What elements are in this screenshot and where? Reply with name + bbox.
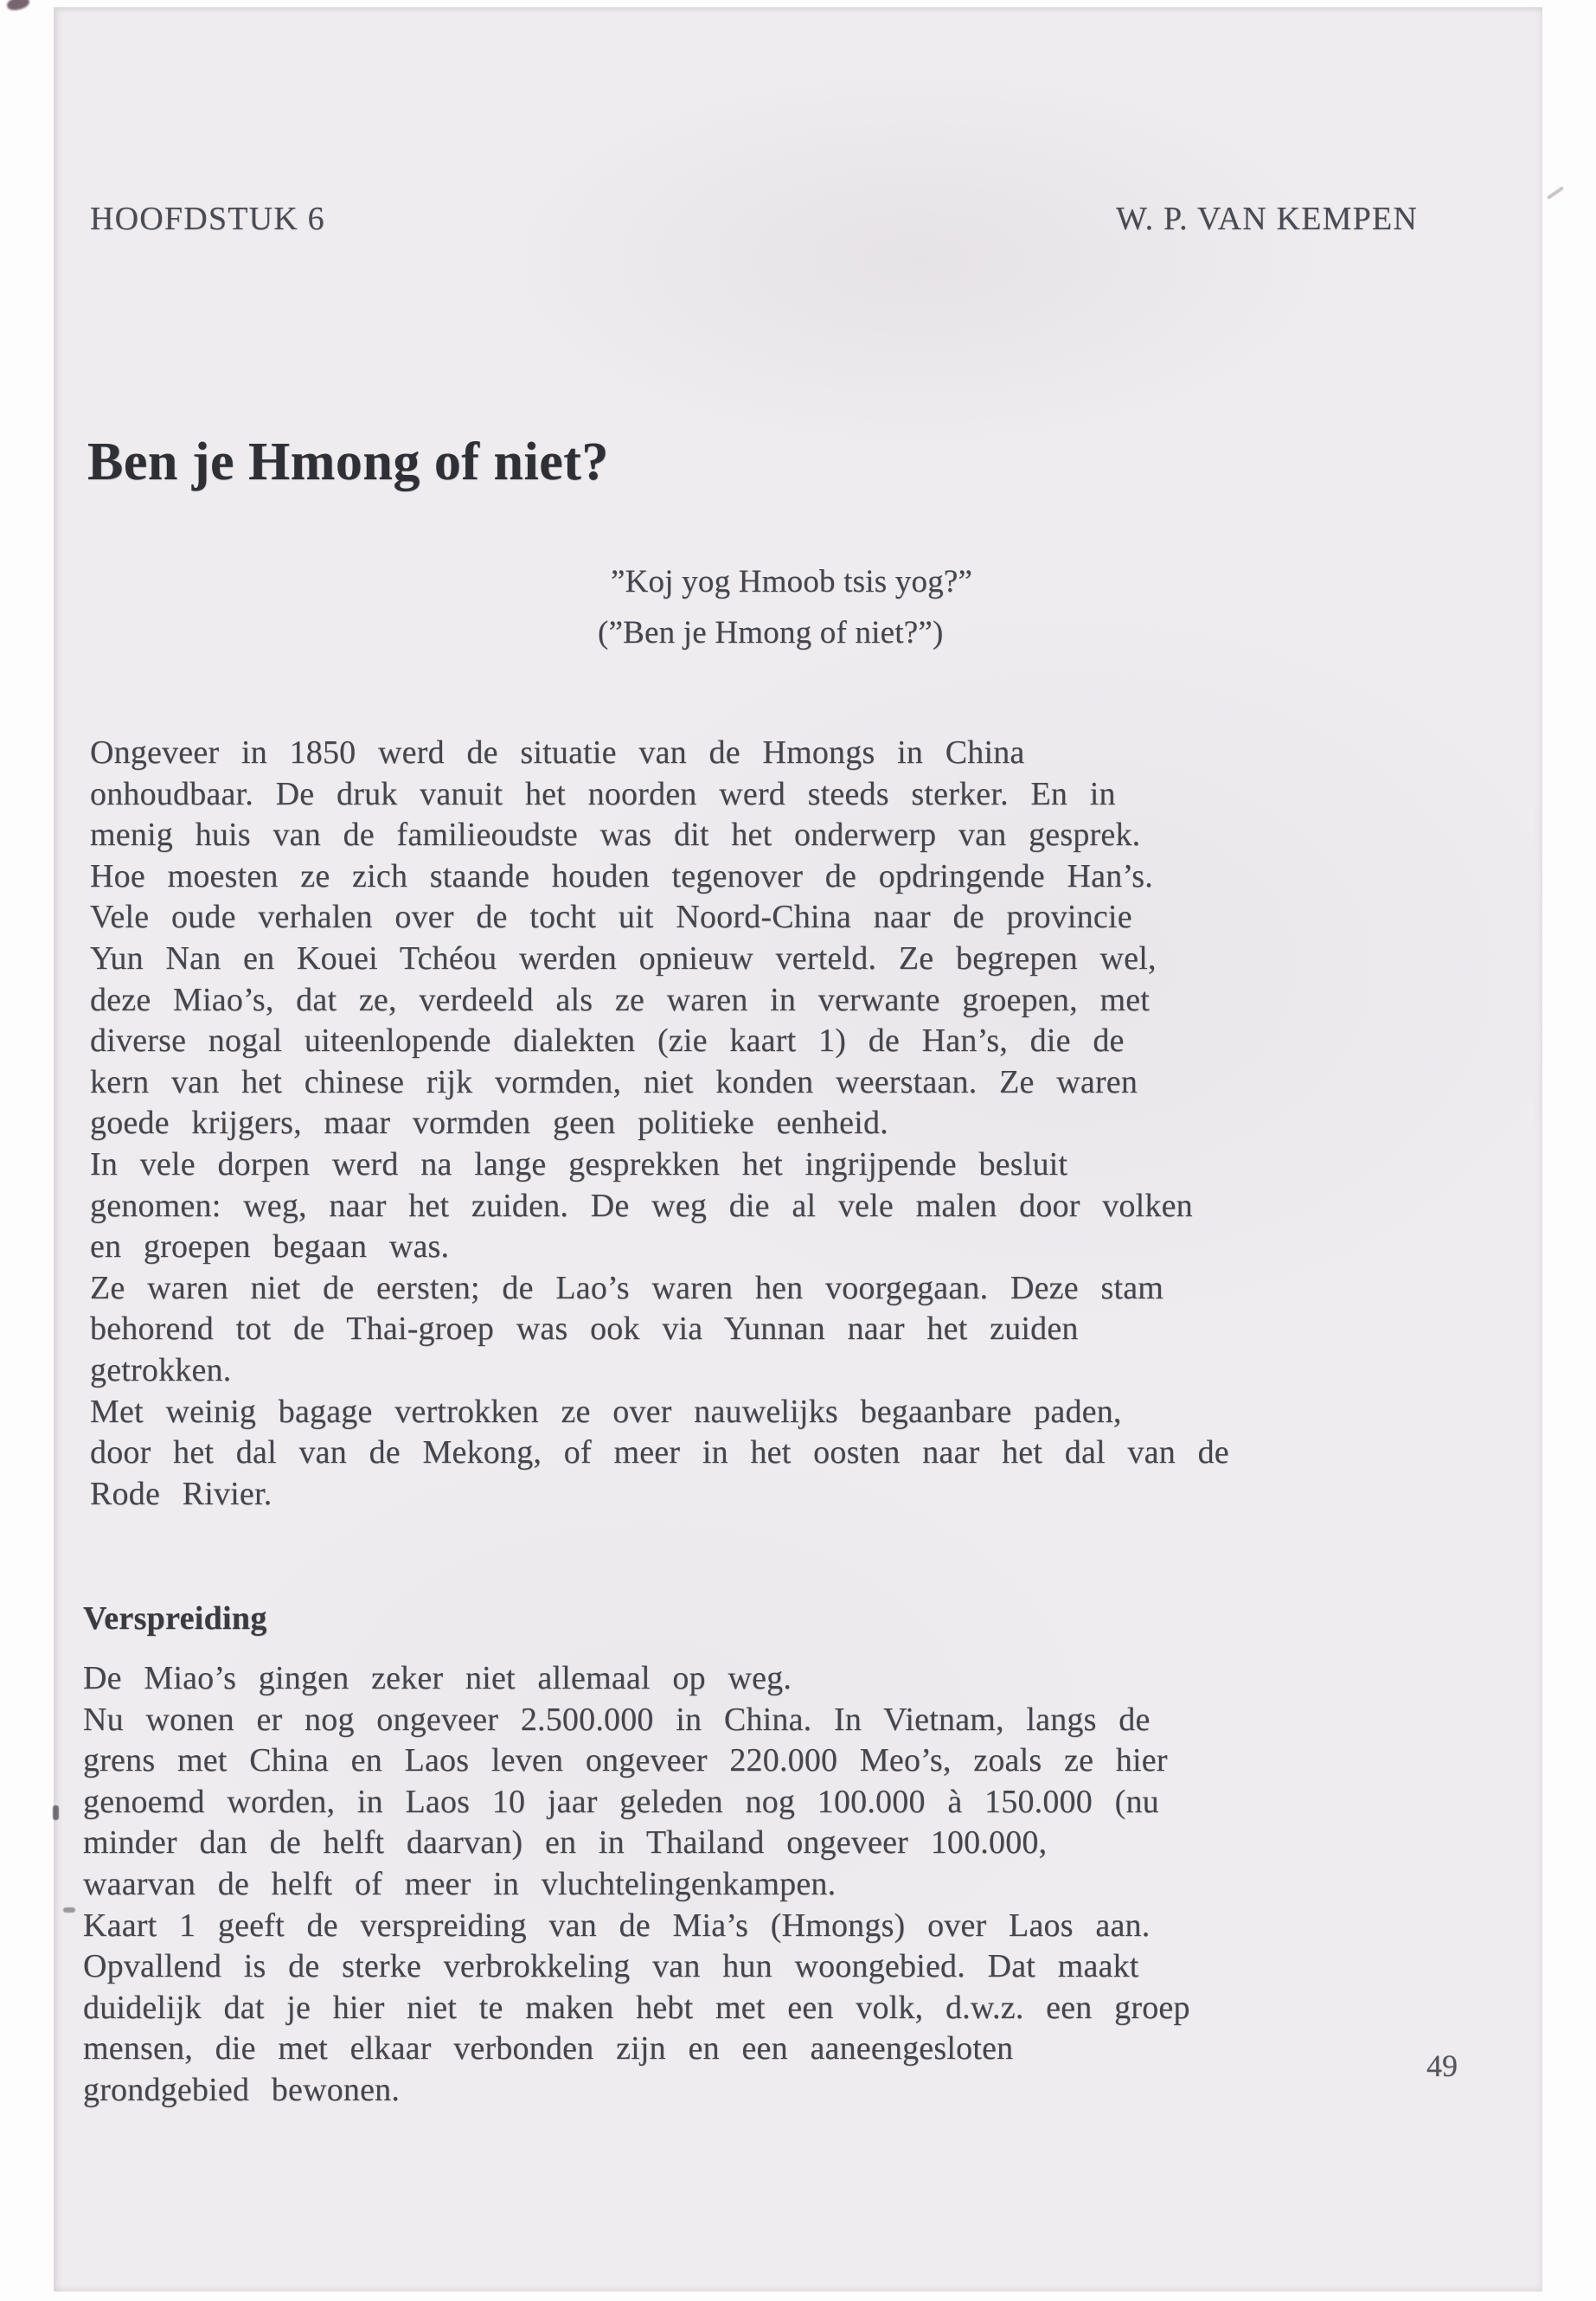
text-line: minder dan de helft daarvan) en in Thailand ongeveer 100.000, (83, 1824, 1048, 1862)
text-line: genoemd worden, in Laos 10 jaar geleden nog 100.000 à 150.000 (nu (83, 1783, 1159, 1820)
text-line: diverse nogal uiteenlopende dialekten (zie kaart 1) de Han’s, die de (90, 1022, 1125, 1060)
quote-line-hmong: ”Koj yog Hmoob tsis yog?” (611, 564, 973, 599)
text-line: onhoudbaar. De druk vanuit het noorden werd steeds sterker. En in (90, 775, 1116, 812)
body-text-block-2 (83, 1658, 1190, 2112)
text-line: Ongeveer in 1850 werd de situatie van de Hmongs in China (90, 734, 1025, 771)
text-line: mensen, die met elkaar verbonden zijn en een aaneengesloten (83, 2030, 1014, 2067)
text-line: grens met China en Laos leven ongeveer 220.000 Meo’s, zoals ze hier (83, 1742, 1168, 1779)
text-line: De Miao’s gingen zeker niet allemaal op weg. (83, 1660, 792, 1696)
text-line: Opvallend is de sterke verbrokkeling van hun woongebied. Dat maakt (83, 1948, 1139, 1985)
text-line: Rode Rivier. (90, 1475, 272, 1512)
text-line: menig huis van de familieoudste was dit het onderwerp van gesprek. (90, 817, 1141, 854)
article-title: Ben je Hmong of niet? (87, 433, 609, 491)
text-line: genomen: weg, naar het zuiden. De weg die al vele malen door volken (90, 1187, 1193, 1224)
scan-artifact-mark (1547, 186, 1564, 200)
text-line: deze Miao’s, dat ze, verdeeld als ze waren in verwante groepen, met (90, 981, 1151, 1018)
text-line: Hoe moesten ze zich staande houden tegenover de opdringende Han’s. (90, 857, 1153, 894)
text-line: getrokken. (90, 1351, 232, 1388)
text-line: waarvan de helft of meer in vluchtelingenkampen. (83, 1865, 836, 1902)
text-line: Kaart 1 geeft de verspreiding van de Mia’s (Hmongs) over Laos aan. (83, 1907, 1151, 1944)
quote-block (598, 556, 972, 658)
text-line: Yun Nan en Kouei Tchéou werden opnieuw verteld. Ze begrepen wel, (90, 939, 1157, 977)
scan-artifact-speck (63, 1907, 75, 1913)
text-line: Ze waren niet de eersten; de Lao’s waren hen voorgegaan. Deze stam (90, 1269, 1164, 1306)
body-text-block-1 (90, 733, 1229, 1515)
text-line: kern van het chinese rijk vormden, niet konden weerstaan. Ze waren (90, 1063, 1138, 1100)
text-line: door het dal van de Mekong, of meer in het oosten naar het dal van de (90, 1434, 1229, 1471)
page-scan (54, 7, 1542, 2291)
text-line: In vele dorpen werd na lange gesprekken het ingrijpende besluit (90, 1145, 1068, 1183)
scan-artifact-speck (53, 1805, 59, 1820)
chapter-label: HOOFDSTUK 6 (90, 201, 325, 237)
text-line: Met weinig bagage vertrokken ze over nauwelijks begaanbare paden, (90, 1393, 1122, 1430)
text-line: Vele oude verhalen over de tocht uit Noord-China naar de provincie (90, 899, 1132, 936)
author-label: W. P. VAN KEMPEN (1116, 201, 1418, 237)
quote-line-dutch: (”Ben je Hmong of niet?”) (598, 615, 944, 651)
text-line: en groepen begaan was. (90, 1228, 450, 1266)
text-line: grondgebied bewonen. (83, 2071, 401, 2108)
text-line: duidelijk dat je hier niet te maken hebt met een volk, d.w.z. een groep (83, 1989, 1190, 2026)
text-line: goede krijgers, maar vormden geen politieke eenheid. (90, 1105, 888, 1142)
text-line: behorend tot de Thai-groep was ook via Yunnan naar het zuiden (90, 1311, 1079, 1348)
page-number: 49 (1426, 2048, 1458, 2083)
scan-artifact-corner-smudge (6, 0, 31, 12)
text-line: Nu wonen er nog ongeveer 2.500.000 in China. In Vietnam, langs de (83, 1701, 1151, 1738)
section-heading: Verspreiding (83, 1600, 267, 1637)
